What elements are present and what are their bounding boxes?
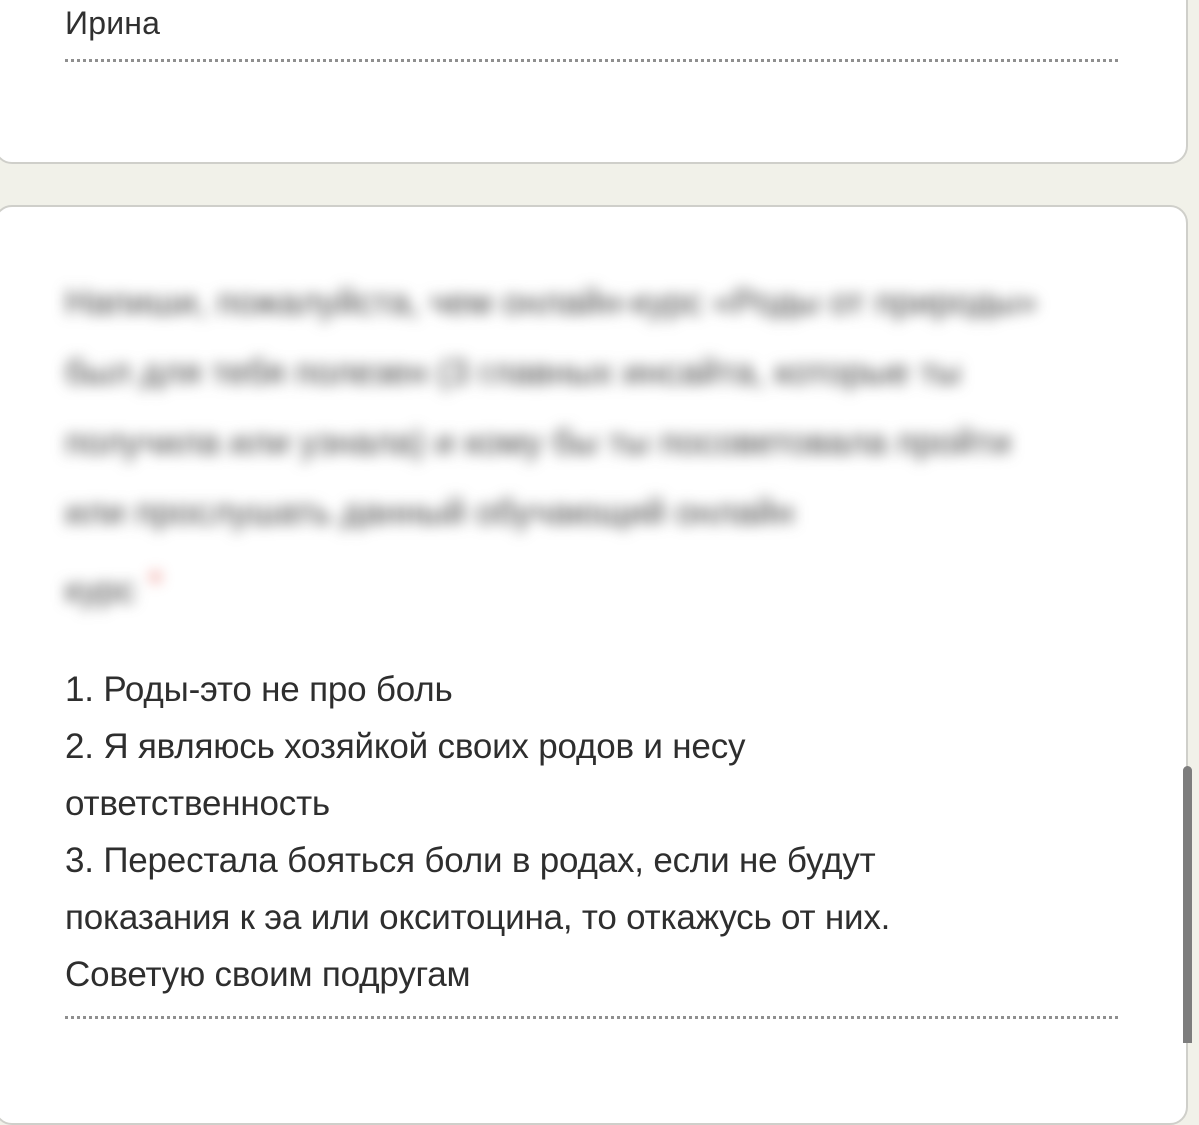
scrollbar-thumb[interactable] [1183,766,1192,1043]
name-answer-underline [65,59,1118,62]
text-line: 3. Перестала бояться боли в родах, если не будут [65,841,876,880]
question-text-blurred [65,268,1135,626]
feedback-answer-underline [65,1016,1118,1019]
text-line: или прослушать данный обучающий онлайн [65,493,795,532]
text-line: Напиши, пожалуйста, чем онлайн-курс «Роды от природы» [65,283,1038,322]
text-line: 1. Роды-это не про боль [65,670,453,709]
question-last-word: курс [65,571,136,610]
text-line: 2. Я являюсь хозяйкой своих родов и несу [65,727,746,766]
name-response-card [0,0,1188,164]
feedback-answer-text [65,661,1140,1003]
text-line: показания к эа или окситоцина, то откажусь от них. [65,898,891,937]
text-line: ответственность [65,784,330,823]
question-blurred-last-line [65,548,1135,626]
text-line: получила или узнала) и кому бы ты посоветовала пройти [65,423,1012,462]
required-asterisk: * [149,566,162,599]
name-answer-text: Ирина [65,5,161,41]
text-line: Советую своим подругам [65,955,471,994]
text-line: был для тебя полезен (3 главных инсайта, которые ты [65,353,962,392]
question-blurred-lines [65,268,1135,548]
